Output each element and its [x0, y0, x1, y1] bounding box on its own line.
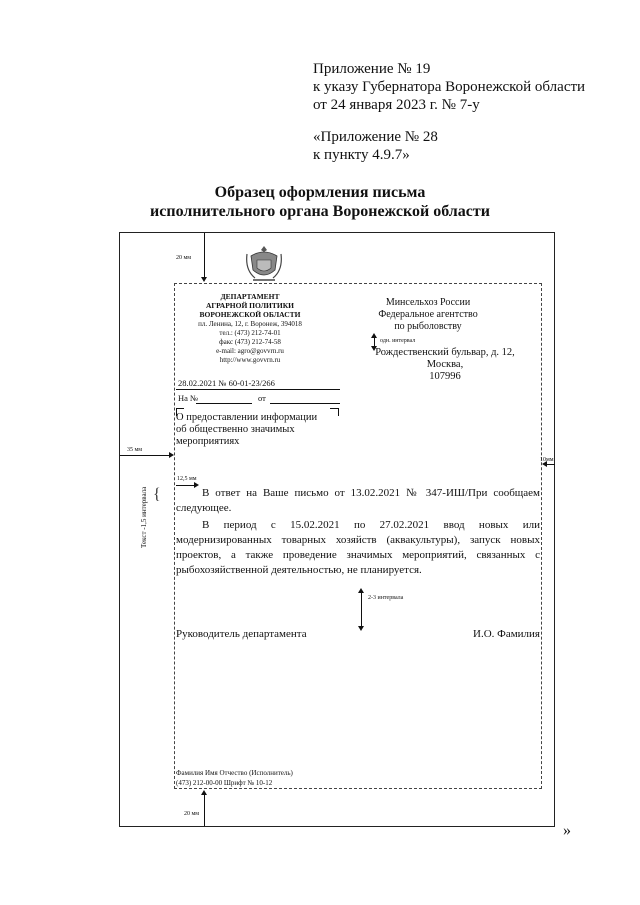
reference-from-underline: [270, 403, 340, 404]
executor-name: Фамилия Имя Отчество: [176, 769, 248, 777]
recipient-line-5: Москва,: [426, 359, 464, 370]
letter-subject: [176, 412, 346, 448]
sender-name-line-2: АГРАРНОЙ ПОЛИТИКИ: [205, 301, 294, 310]
registration-underline: [176, 389, 340, 390]
closing-quote: »: [563, 822, 571, 839]
font-note: Шрифт № 10-12: [223, 779, 273, 787]
indent-label: 12,5 мм: [177, 476, 197, 482]
right-margin-label: 10мм: [540, 457, 554, 463]
sender-fax: факс (473) 212-74-58: [219, 338, 281, 346]
title-line-2: исполнительного органа Воронежской области: [150, 203, 490, 220]
sender-web: http://www.govvrn.ru: [219, 356, 281, 364]
body-paragraph-1: В ответ на Ваше письмо от 13.02.2021 № 347-ИШ/При сообщаем следующее.: [176, 487, 540, 514]
registration-date-number: 28.02.2021 № 60-01-23/266: [178, 378, 275, 388]
subject-line-1: О предоставлении информации: [176, 412, 318, 423]
appendix-decree: к указу Губернатора Воронежской области: [313, 79, 586, 95]
sender-address: пл. Ленина, 12, г. Воронеж, 394018: [198, 320, 302, 328]
executor-note: (Исполнитель): [249, 769, 293, 777]
recipient-name: [358, 297, 498, 333]
right-margin-arrow-line: [546, 464, 555, 465]
recipient-line-6: 107996: [429, 371, 461, 382]
text-interval-brace: {: [153, 486, 161, 503]
executor-block: [176, 768, 293, 788]
sender-name: [180, 292, 320, 319]
recipient-line-4: Рождественский бульвар, д. 12,: [375, 347, 515, 358]
top-margin-arrow-line: [204, 233, 205, 277]
bottom-margin-arrow-tip: [201, 790, 207, 795]
reference-from-label: от: [258, 393, 266, 403]
signature-position: Руководитель департамента: [176, 628, 307, 640]
text-interval-label: Текст -1,5 интервала: [140, 486, 148, 548]
recipient-address: [352, 347, 538, 383]
signature-name: И.О. Фамилия: [473, 628, 540, 640]
sender-email: e-mail: agro@govvrn.ru: [216, 347, 284, 355]
coat-of-arms-icon: [243, 244, 285, 286]
single-interval-arrow-up: [371, 333, 377, 338]
signature-interval-arrow-line: [361, 592, 362, 628]
appendix-header: [313, 60, 585, 164]
signature-interval-arrow-up: [358, 588, 364, 593]
recipient-line-2: Федеральное агентство: [378, 309, 478, 320]
appendix-date: от 24 января 2023 г. № 7-у: [313, 97, 480, 113]
body-paragraph-2: В период с 15.02.2021 по 27.02.2021 ввод новых или модернизированных товарных хозяйств (аквакультуры), запуск новых проектов, а также проведение значимых мероприятий, связанных с рыбохозяйственной деятельностью, не планируется.: [176, 519, 540, 576]
left-margin-arrow-line: [120, 455, 170, 456]
sender-name-line-1: ДЕПАРТАМЕНТ: [220, 292, 280, 301]
sender-contacts: [180, 320, 320, 365]
signature-interval-arrow-down: [358, 626, 364, 631]
top-margin-label: 20 мм: [176, 255, 192, 261]
bottom-margin-arrow-line: [204, 794, 205, 826]
subject-corner-left-h: [176, 408, 184, 409]
single-interval-label: одн. интервал: [380, 338, 416, 344]
subject-line-2: об общественно значимых: [176, 424, 295, 435]
signature-interval-label: 2-3 интервала: [368, 595, 404, 601]
left-margin-label: 35 мм: [127, 447, 143, 453]
reference-number-label: На №: [178, 393, 199, 403]
title-line-1: Образец оформления письма: [214, 184, 426, 201]
document-title: [0, 183, 640, 221]
bottom-margin-label: 20 мм: [184, 811, 200, 817]
recipient-line-3: по рыболовству: [394, 321, 462, 332]
reference-number-underline: [196, 403, 252, 404]
recipient-line-1: Минсельхоз России: [385, 297, 471, 308]
subject-corner-right-h: [330, 408, 338, 409]
left-margin-arrow-tip: [169, 452, 174, 458]
sender-phone: тел.: (473) 212-74-01: [219, 329, 281, 337]
appendix-number: Приложение № 19: [313, 61, 431, 77]
appendix-quote-number: «Приложение № 28: [313, 129, 438, 145]
appendix-quote-clause: к пункту 4.9.7»: [313, 147, 410, 163]
sender-name-line-3: ВОРОНЕЖСКОЙ ОБЛАСТИ: [199, 310, 301, 319]
subject-line-3: мероприятиях: [176, 436, 240, 447]
executor-phone: (473) 212-00-00: [176, 779, 223, 787]
top-margin-arrow-tip: [201, 277, 207, 282]
